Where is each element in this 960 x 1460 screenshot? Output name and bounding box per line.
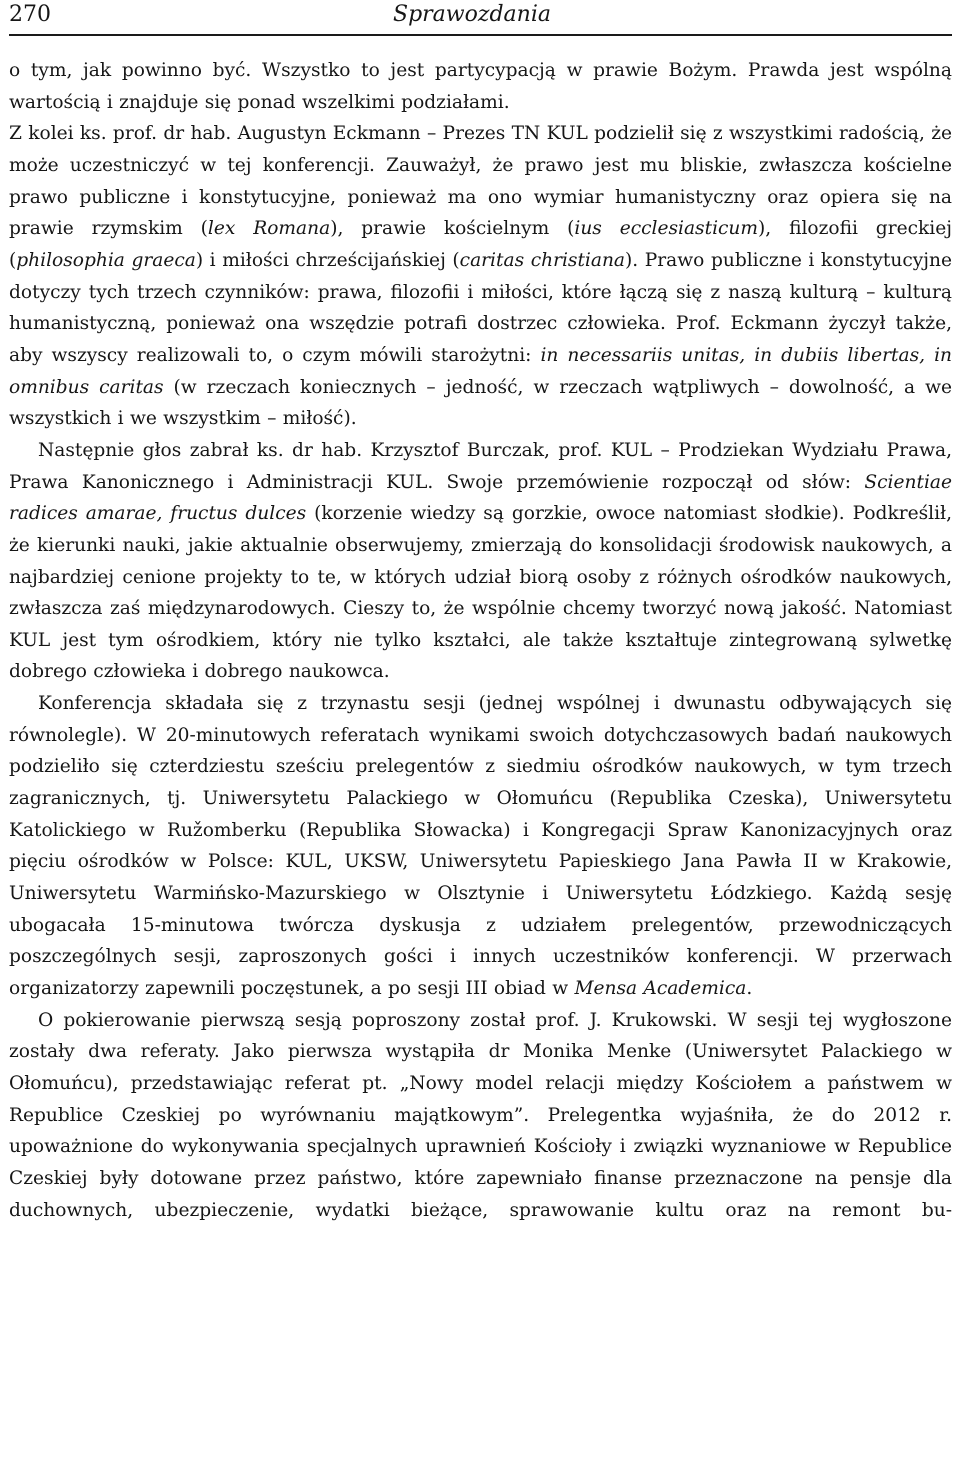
latin-phrase: philosophia graeca [16, 249, 196, 271]
page-number: 270 [9, 2, 51, 27]
section-title: Sprawozdania [393, 2, 551, 27]
paragraph: Konferencja składała się z trzynastu sesji (jednej wspólnej i dwunastu odbywających się równolegle). W 20-minutowych referatach wynikami swoich dotychczasowych badań naukowych podzieliło się czterdziestu sześciu prelegentów z siedmiu ośrodków naukowych, w tym trzech zagranicznych, tj. Uniwersytetu Palackiego w Ołomuńcu (Republika Czeska), Uniwersytetu Katolickiego w Ružomberku (Republika Słowacka) i Kongregacji Spraw Kanonizacyjnych oraz pięciu ośrodków w Polsce: KUL, UKSW, Uniwersytetu Papieskiego Jana Pawła II w Krakowie, Uniwersytetu Warmińsko-Mazurskiego w Olsztynie i Uniwersytetu Łódzkiego. Każdą sesję ubogacała 15-minutowa twórcza dyskusja z udziałem prelegentów, przewodniczących poszczególnych sesji, zaproszonych gości i innych uczestników konferencji. W przerwach organizatorzy zapewnili poczęstunek, a po sesji III obiad w Mensa Academica. [9, 693, 952, 1000]
paragraph: Następnie głos zabrał ks. dr hab. Krzysztof Burczak, prof. KUL – Prodziekan Wydziału Prawa, Prawa Kanonicznego i Administracji KUL. Swoje przemówienie rozpoczął od słów: Scientiae radices amarae, fructus dulces (korzenie wiedzy są gorzkie, owoce natomiast słodkie). Podkreślił, że kierunki nauki, jakie aktualnie obserwujemy, zmierzają do konsolidacji środowisk naukowych, a najbardziej cenione projekty to te, w których udział biorą osoby z różnych ośrodków naukowych, zwłaszcza zaś międzynarodowych. Cieszy to, że wspólnie chcemy tworzyć nową jakość. Natomiast KUL jest tym ośrodkiem, który nie tylko kształci, ale także kształtuje zintegrowaną sylwetkę dobrego człowieka i dobrego naukowca. [9, 439, 952, 683]
latin-phrase: in necessariis unitas, in dubiis libertas, in omnibus caritas [9, 344, 953, 398]
paragraph: Z kolei ks. prof. dr hab. Augustyn Eckmann – Prezes TN KUL podzielił się z wszystkimi radością, że może uczestniczyć w tej konferencji. Zauważył, że prawo jest mu bliskie, zwłaszcza kościelne prawo publiczne i konstytucyjne, ponieważ ma ono wymiar humanistyczny oraz opiera się na prawie rzymskim (lex Romana), prawie kościelnym (ius ecclesiasticum), filozofii greckiej (philosophia graeca) i miłości chrześcijańskiej (caritas christiana). Prawo publiczne i konstytucyjne dotyczy tych trzech czynników: prawa, filozofii i miłości, które łączą się z naszą kulturą – kulturą humanistyczną, ponieważ ona wszędzie potrafi dostrzec człowieka. Prof. Eckmann życzył także, aby wszyscy realizowali to, o czym mówili starożytni: in necessariis unitas, in dubiis libertas, in omnibus caritas (w rzeczach koniecznych – jedność, w rzeczach wątpliwych – dowolność, a we wszystkich i we wszystkim – miłość). [9, 123, 953, 430]
latin-phrase: Scientiae radices amarae, fructus dulces [9, 471, 952, 525]
paragraph: O pokierowanie pierwszą sesją poproszony został prof. J. Krukowski. W sesji tej wygłoszone zostały dwa referaty. Jako pierwsza wystąpiła dr Monika Menke (Uniwersytet Palackiego w Ołomuńcu), przedstawiając referat pt. „Nowy model relacji między Kościołem a państwem w Republice Czeskiej po wyrównaniu majątkowym”. Prelegentka wyjaśniła, że do 2012 r. upoważnione do wykonywania specjalnych uprawnień Kościoły i związki wyznaniowe w Republice Czeskiej były dotowane przez państwo, które zapewniało finanse przeznaczone na pensje dla duchownych, ubezpieczenie, wydatki bieżące, sprawowanie kultu oraz na remont bu- [9, 1009, 952, 1221]
body-text [9, 36, 952, 1226]
latin-phrase: Mensa Academica [574, 978, 747, 1000]
latin-phrase: ius ecclesiasticum [574, 218, 759, 240]
paragraph: o tym, jak powinno być. Wszystko to jest partycypacją w prawie Bożym. Prawda jest wspólną wartością i znajduje się ponad wszelkimi podziałami. [9, 60, 952, 113]
latin-phrase: caritas christiana [459, 249, 626, 271]
latin-phrase: lex Romana [207, 218, 331, 240]
running-header [9, 0, 952, 36]
